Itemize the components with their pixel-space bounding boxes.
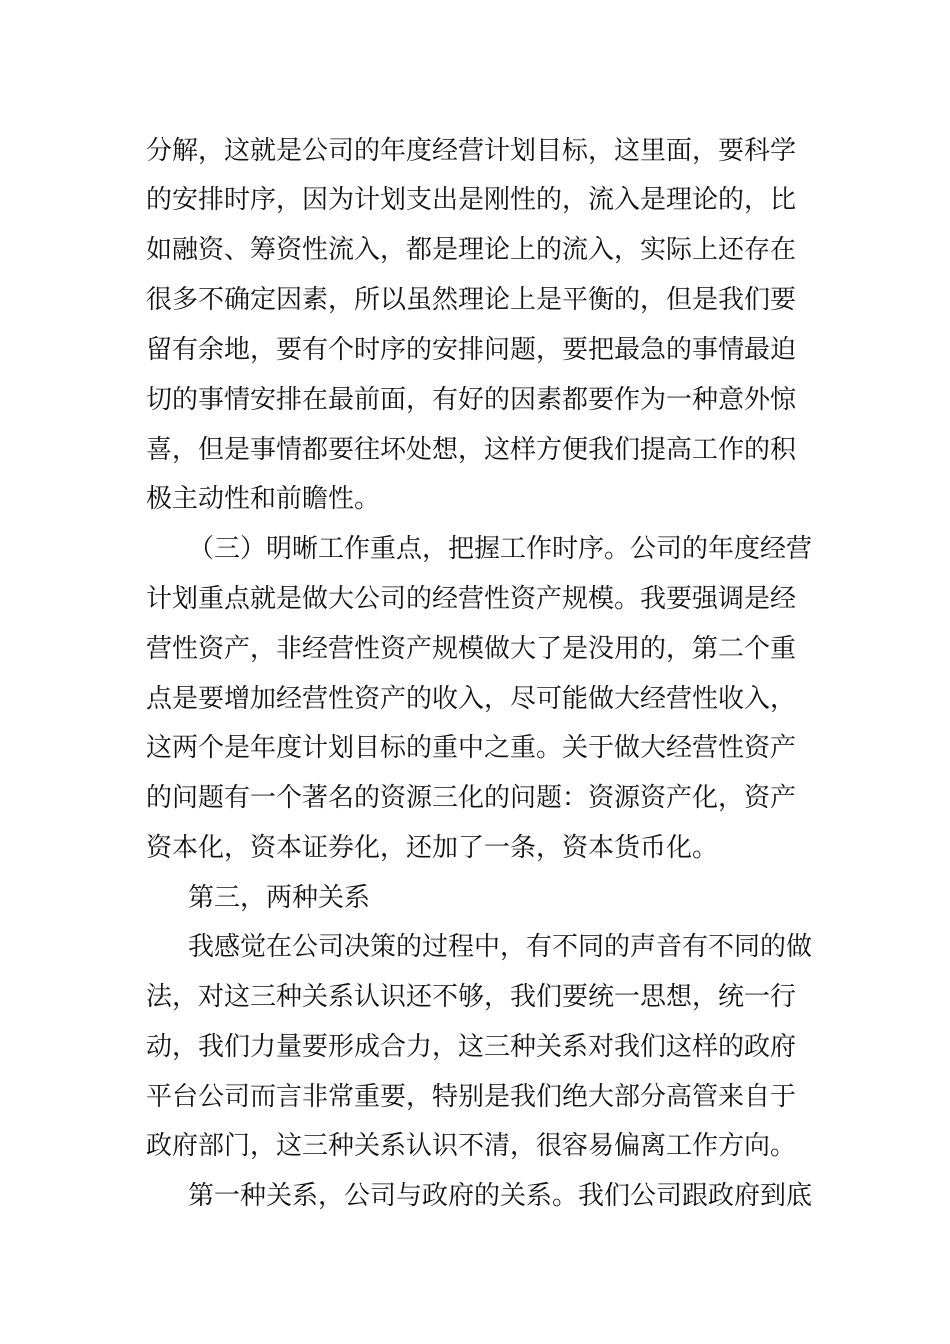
- paragraph-line: 法，对这三种关系认识还不够，我们要统一思想，统一行: [146, 982, 797, 1012]
- section-heading-line: （三）明晰工作重点，把握工作时序。公司的年度经营: [188, 534, 813, 564]
- paragraph-line: 分解，这就是公司的年度经营计划目标，这里面，要科学: [146, 136, 797, 166]
- paragraph-line: 营性资产，非经营性资产规模做大了是没用的，第二个重: [146, 634, 797, 664]
- section-heading: 第三，两种关系: [188, 883, 371, 913]
- paragraph-line: 的安排时序，因为计划支出是刚性的，流入是理论的，比: [146, 185, 797, 215]
- paragraph-line: 我感觉在公司决策的过程中，有不同的声音有不同的做: [188, 932, 813, 962]
- paragraph-line: 计划重点就是做大公司的经营性资产规模。我要强调是经: [146, 584, 797, 614]
- paragraph-line: 平台公司而言非常重要，特别是我们绝大部分高管来自于: [146, 1082, 797, 1112]
- paragraph-line: 如融资、筹资性流入，都是理论上的流入，实际上还存在: [146, 235, 797, 265]
- paragraph-line: 动，我们力量要形成合力，这三种关系对我们这样的政府: [146, 1032, 797, 1062]
- paragraph-line: 这两个是年度计划目标的重中之重。关于做大经营性资产: [146, 733, 797, 763]
- paragraph-line: 的问题有一个著名的资源三化的问题：资源资产化，资产: [146, 783, 797, 813]
- paragraph-line: 政府部门，这三种关系认识不清，很容易偏离工作方向。: [146, 1131, 797, 1161]
- paragraph-line: 留有余地，要有个时序的安排问题，要把最急的事情最迫: [146, 335, 797, 365]
- paragraph-line: 点是要增加经营性资产的收入，尽可能做大经营性收入，: [146, 684, 797, 714]
- paragraph-line: 极主动性和前瞻性。: [146, 484, 381, 514]
- paragraph-line: 喜，但是事情都要往坏处想，这样方便我们提高工作的积: [146, 435, 797, 465]
- paragraph-line: 资本化，资本证券化，还加了一条，资本货币化。: [146, 833, 719, 863]
- paragraph-line: 切的事情安排在最前面，有好的因素都要作为一种意外惊: [146, 385, 797, 415]
- paragraph-line: 很多不确定因素，所以虽然理论上是平衡的，但是我们要: [146, 285, 797, 315]
- paragraph-line: 第一种关系，公司与政府的关系。我们公司跟政府到底: [188, 1181, 813, 1211]
